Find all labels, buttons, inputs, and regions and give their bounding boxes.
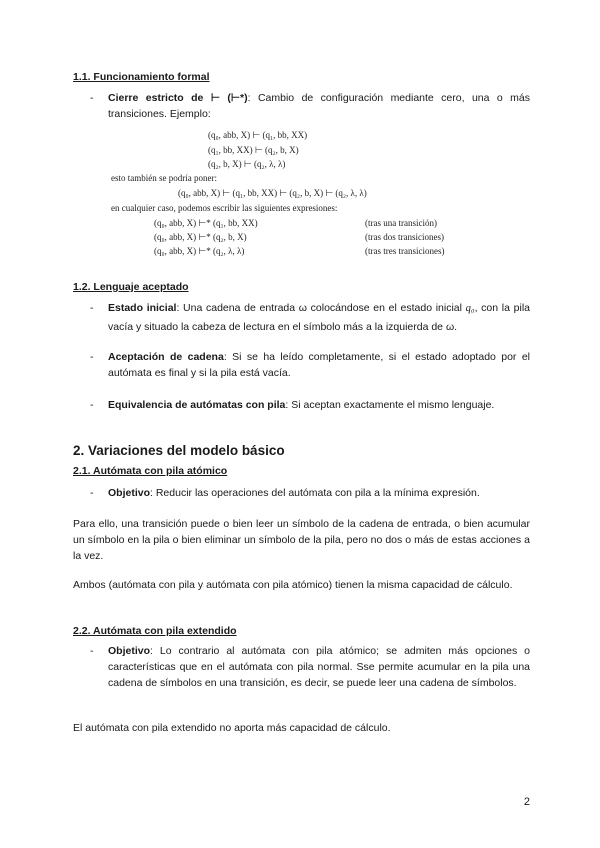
expression-3-note: (tras tres transiciones) (365, 246, 445, 256)
bullet-term: Equivalencia de autómatas con pila (108, 399, 286, 411)
expression-1-note: (tras una transición) (365, 218, 437, 228)
bullet-cierre-estricto: - Cierre estricto de ⊢ (⊢*): Cambio de configuración mediante cero, una o más transiciones. Ejemplo: (90, 92, 531, 120)
bullet-equivalencia: - Equivalencia de autómatas con pila: Si aceptan exactamente el mismo lenguaje. (90, 399, 495, 411)
also-text: esto también se podría poner: (111, 173, 217, 183)
bullet-objetivo-extendido: - Objetivo: Lo contrario al autómata con pila atómico; se admiten más opciones o características que en el autómata con pila normal. Sse permite acumular en la pila una cadena de símbolos en una transición, es decir, se puede leer una cadena de símbolos. (90, 645, 530, 689)
bullet-estado-inicial: - Estado inicial: Una cadena de entrada ω colocándose en el estado inicial q₀, con la pila vacía y situado la cabeza de lectura en el símbolo más a la izquierda de ω. (90, 302, 530, 333)
page-number: 2 (523, 796, 530, 808)
section-heading-2-2: 2.2. Autómata con pila extendido (73, 625, 237, 637)
paragraph-ambos: Ambos (autómata con pila y autómata con pila atómico) tienen la misma capacidad de cálculo. (73, 579, 513, 591)
section-heading-1-2: 1.2. Lenguaje aceptado (73, 281, 189, 293)
bullet-term: Estado inicial (108, 302, 177, 314)
example-line-3: (q₂, b, X) ⊢ (q₂, λ, λ) (208, 159, 286, 169)
section-heading-2-1: 2.1. Autómata con pila atómico (73, 465, 228, 477)
section-heading-1-1: 1.1. Funcionamiento formal (73, 71, 210, 83)
expression-1: (q₀, abb, X) ⊢* (q₁, bb, XX) (154, 218, 258, 228)
math-q0: q₀ (465, 303, 475, 314)
paragraph-transicion: Para ello, una transición puede o bien leer un símbolo de la cadena de entrada, o bien acumular un símbolo en la pila o bien eliminar un símbolo de la pila, pero no dos o más de estas acciones a la vez. (73, 518, 530, 562)
chain-line: (q₀, abb, X) ⊢ (q₁, bb, XX) ⊢ (q₂, b, X) ⊢ (q₂, λ, λ) (178, 188, 367, 198)
example-line-1: (q₀, abb, X) ⊢ (q₁, bb, XX) (208, 130, 308, 140)
anycase-text: en cualquier caso, podemos escribir las siguientes expresiones: (111, 203, 338, 213)
paragraph-extendido: El autómata con pila extendido no aporta más capacidad de cálculo. (73, 722, 391, 734)
bullet-term: Objetivo (108, 645, 151, 657)
bullet-term: Objetivo (108, 487, 151, 499)
bullet-term: Aceptación de cadena (108, 351, 224, 363)
example-line-2: (q₁, bb, XX) ⊢ (q₂, b, X) (208, 145, 299, 155)
bullet-term: Cierre estricto de ⊢ (⊢*) (108, 92, 248, 104)
bullet-objetivo-atomico: - Objetivo: Reducir las operaciones del autómata con pila a la mínima expresión. (90, 487, 480, 499)
section-heading-2: 2. Variaciones del modelo básico (73, 443, 285, 458)
bullet-aceptacion: - Aceptación de cadena: Si se ha leído completamente, si el estado adoptado por el autómata es final y si la pila está vacía. (90, 351, 530, 379)
expression-3: (q₀, abb, X) ⊢* (q₂, λ, λ) (154, 246, 245, 256)
expression-2: (q₀, abb, X) ⊢* (q₂, b, X) (154, 232, 247, 242)
expression-2-note: (tras dos transiciones) (365, 232, 444, 242)
